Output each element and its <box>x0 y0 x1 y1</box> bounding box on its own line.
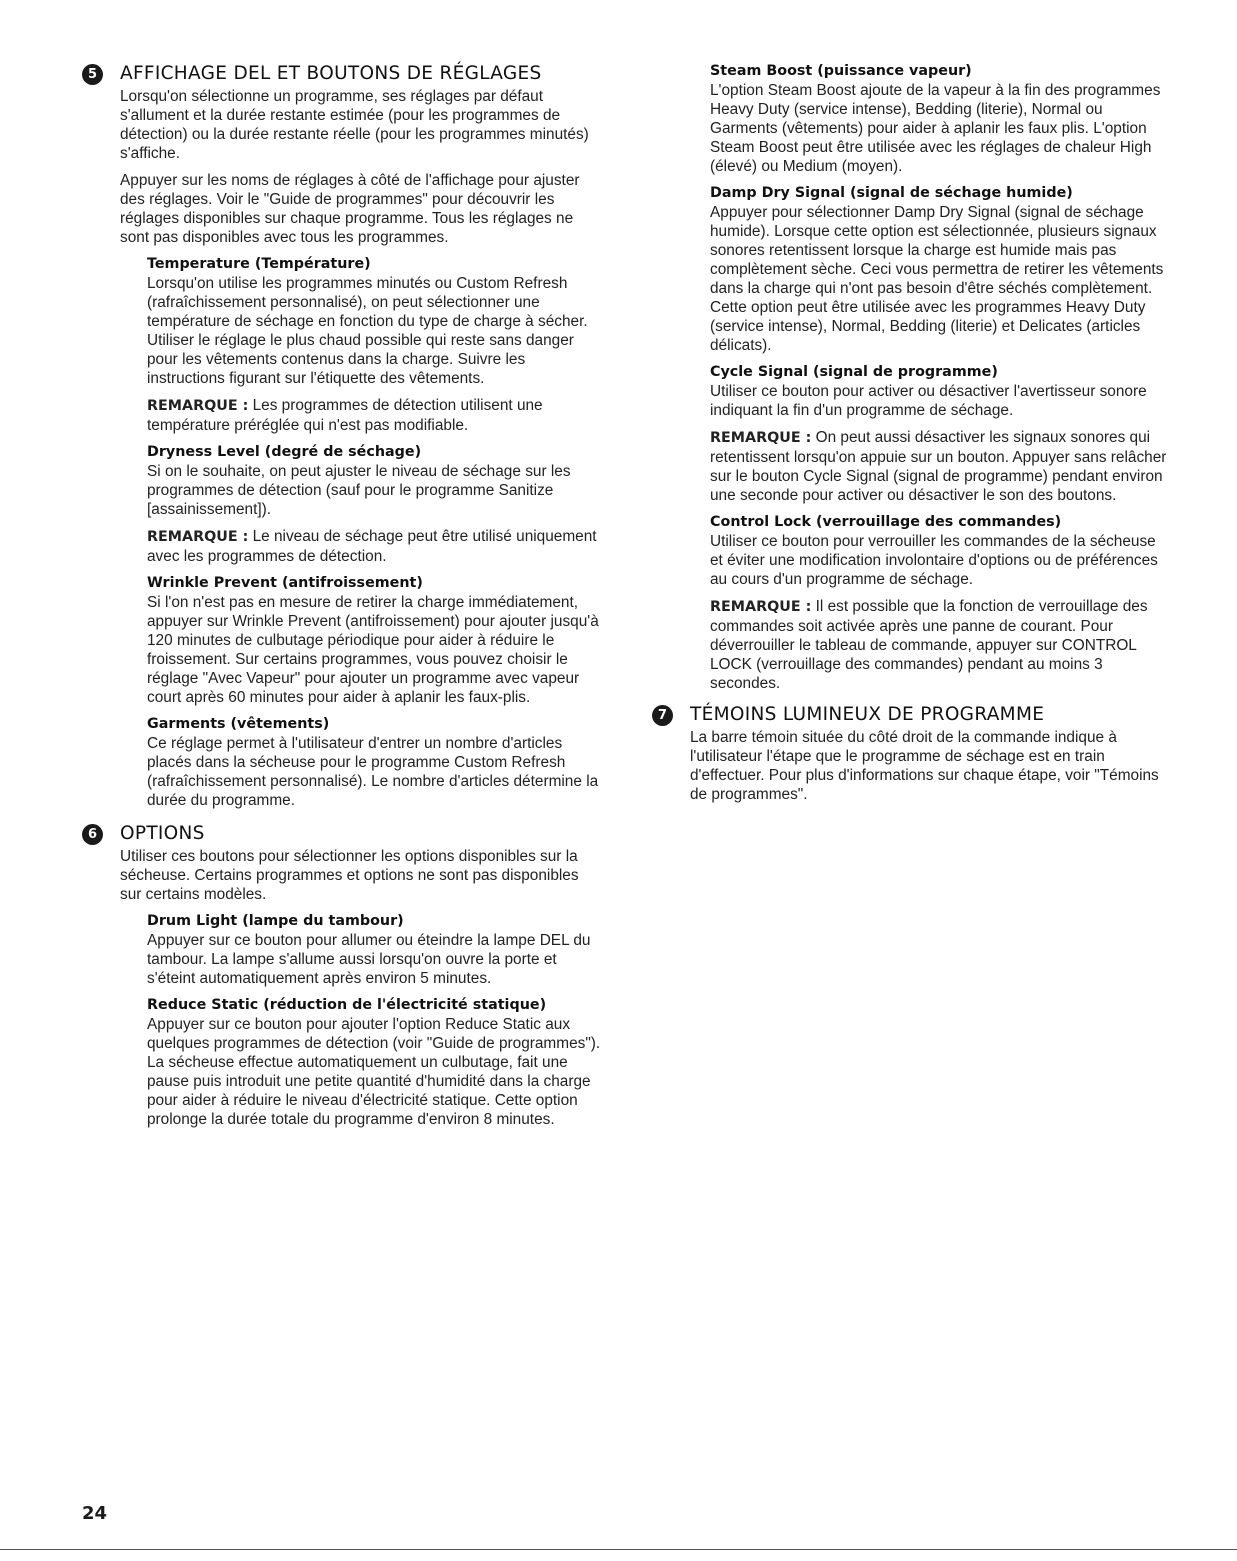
note-label: REMARQUE : <box>147 529 249 545</box>
note-text: Le niveau de séchage peut être utilisé uniquement avec les programmes de détection. <box>147 528 597 565</box>
subsection-title: Steam Boost (puissance vapeur) <box>710 63 972 79</box>
paragraph: La barre témoin située du côté droit de la commande indique à l'utilisateur l'étape que le programme de séchage est en train d'effectuer. Pour plus d'informations sur chaque étape, voir "Témoins de programmes". <box>690 729 1159 803</box>
note-text: Les programmes de détection utilisent une température préréglée qui n'est pas modifiable. <box>147 397 543 434</box>
section-7 <box>652 703 1172 804</box>
subsection-title: Drum Light (lampe du tambour) <box>147 913 404 929</box>
note-text: On peut aussi désactiver les signaux sonores qui retentissent lorsqu'on appuie sur un bouton. Appuyer sans relâcher sur le bouton Cycle Signal (signal de programme) pendant environ une seconde pour activer ou désactiver le son des boutons. <box>710 429 1167 504</box>
paragraph: Utiliser ces boutons pour sélectionner les options disponibles sur la sécheuse. Certains programmes et options ne sont pas disponibles sur certains modèles. <box>120 848 579 903</box>
paragraph: L'option Steam Boost ajoute de la vapeur à la fin des programmes Heavy Duty (service intense), Bedding (literie), Normal ou Garments (vêtements) pour aider à aplanir les faux plis. L'option Steam Boost peut être utilisée avec les réglages de chaleur High (élevé) ou Medium (moyen). <box>710 82 1161 175</box>
subsection-title: Cycle Signal (signal de programme) <box>710 364 998 380</box>
paragraph: Appuyer sur les noms de réglages à côté de l'affichage pour ajuster des réglages. Voir le "Guide de programmes" pour découvrir les réglages disponibles sur chaque programme. Tous les réglages ne sont pas disponibles avec tous les programmes. <box>120 172 580 246</box>
subsection-title: Control Lock (verrouillage des commandes) <box>710 514 1062 530</box>
paragraph: Appuyer sur ce bouton pour ajouter l'option Reduce Static aux quelques programmes de détection (voir "Guide de programmes"). La sécheuse effectue automatiquement un culbutage, fait une pause puis introduit une petite quantité d'humidité dans la charge pour aider à réduire le niveau d'électricité statique. Cette option prolonge la durée totale du programme d'environ 8 minutes. <box>147 1016 601 1128</box>
note-label: REMARQUE : <box>710 599 812 615</box>
subsection-dryness <box>147 443 602 566</box>
note <box>710 428 1172 505</box>
subsection-drum-light <box>147 912 602 988</box>
left-column <box>82 62 602 1137</box>
subsection-title: Wrinkle Prevent (antifroissement) <box>147 575 423 591</box>
paragraph: Lorsqu'on utilise les programmes minutés ou Custom Refresh (rafraîchissement personnalisé), on peut sélectionner une température de séchage en fonction du type de charge à sécher. Utiliser le réglage le plus chaud possible qui reste sans danger pour les vêtements contenus dans la charge. Suivre les instructions figurant sur l'étiquette des vêtements. <box>147 275 588 387</box>
footer-rule <box>0 1549 1237 1550</box>
section-title: OPTIONS <box>120 823 205 844</box>
note-text: Il est possible que la fonction de verrouillage des commandes soit activée après une panne de courant. Pour déverrouiller le tableau de commande, appuyer sur CONTROL LOCK (verrouillage des commandes) pendant au moins 3 secondes. <box>710 598 1148 692</box>
section-number-badge: 7 <box>652 705 673 726</box>
subsection-damp-dry <box>710 184 1172 355</box>
note-label: REMARQUE : <box>710 430 812 446</box>
subsection-wrinkle <box>147 574 602 707</box>
paragraph: Utiliser ce bouton pour verrouiller les commandes de la sécheuse et éviter une modification involontaire d'options ou de préférences au cours d'un programme de séchage. <box>710 533 1158 588</box>
section-6 <box>82 822 602 1129</box>
paragraph: Appuyer sur ce bouton pour allumer ou éteindre la lampe DEL du tambour. La lampe s'allume aussi lorsqu'on ouvre la porte et s'éteint automatiquement après environ 5 minutes. <box>147 932 591 987</box>
subsection-title: Garments (vêtements) <box>147 716 330 732</box>
right-column <box>652 62 1172 812</box>
subsection-steam-boost <box>710 62 1172 176</box>
section-title: AFFICHAGE DEL ET BOUTONS DE RÉGLAGES <box>120 63 542 84</box>
note-label: REMARQUE : <box>147 398 249 414</box>
subsection-control-lock <box>710 513 1172 693</box>
subsection-temperature <box>147 255 602 435</box>
paragraph: Lorsqu'on sélectionne un programme, ses réglages par défaut s'allument et la durée restante estimée (pour les programmes de détection) ou la durée restante réelle (pour les programmes minutés) s'affiche. <box>120 88 589 162</box>
subsection-title: Reduce Static (réduction de l'électricité statique) <box>147 997 547 1013</box>
paragraph: Ce réglage permet à l'utilisateur d'entrer un nombre d'articles placés dans la sécheuse pour le programme Custom Refresh (rafraîchissement personnalisé). Le nombre d'articles détermine la durée du programme. <box>147 735 599 809</box>
paragraph: Si on le souhaite, on peut ajuster le niveau de séchage sur les programmes de détection (sauf pour le programme Sanitize [assainissement]). <box>147 463 571 518</box>
note <box>710 597 1172 693</box>
paragraph: Utiliser ce bouton pour activer ou désactiver l'avertisseur sonore indiquant la fin d'un programme de séchage. <box>710 383 1147 419</box>
subsection-cycle-signal <box>710 363 1172 505</box>
section-number-badge: 5 <box>82 64 103 85</box>
paragraph: Appuyer pour sélectionner Damp Dry Signal (signal de séchage humide). Lorsque cette option est sélectionnée, plusieurs signaux sonores retentissent lorsque la charge est humide mais pas complètement sèche. Ceci vous permettra de retirer les vêtements dans la charge qui n'ont pas besoin d'être séchés complètement. Cette option peut être utilisée avec les programmes Heavy Duty (service intense), Normal, Bedding (literie) et Delicates (articles délicats). <box>710 204 1164 354</box>
options-continued <box>710 62 1172 693</box>
section-number-badge: 6 <box>82 824 103 845</box>
subsection-title: Temperature (Température) <box>147 256 371 272</box>
subsection-title: Damp Dry Signal (signal de séchage humide) <box>710 185 1073 201</box>
paragraph: Si l'on n'est pas en mesure de retirer la charge immédiatement, appuyer sur Wrinkle Prevent (antifroissement) pour ajouter jusqu'à 120 minutes de culbutage périodique pour aider à réduire le froissement. Sur certains programmes, vous pouvez choisir le réglage "Avec Vapeur" pour ajouter un programme avec vapeur court après 60 minutes pour aider à aplanir les faux-plis. <box>147 594 599 706</box>
note <box>147 527 602 566</box>
subsection-garments <box>147 715 602 810</box>
subsection-reduce-static <box>147 996 602 1129</box>
section-5 <box>82 62 602 810</box>
page-number: 24 <box>82 1503 108 1524</box>
subsection-title: Dryness Level (degré de séchage) <box>147 444 422 460</box>
section-title: TÉMOINS LUMINEUX DE PROGRAMME <box>690 704 1045 725</box>
note <box>147 396 602 435</box>
